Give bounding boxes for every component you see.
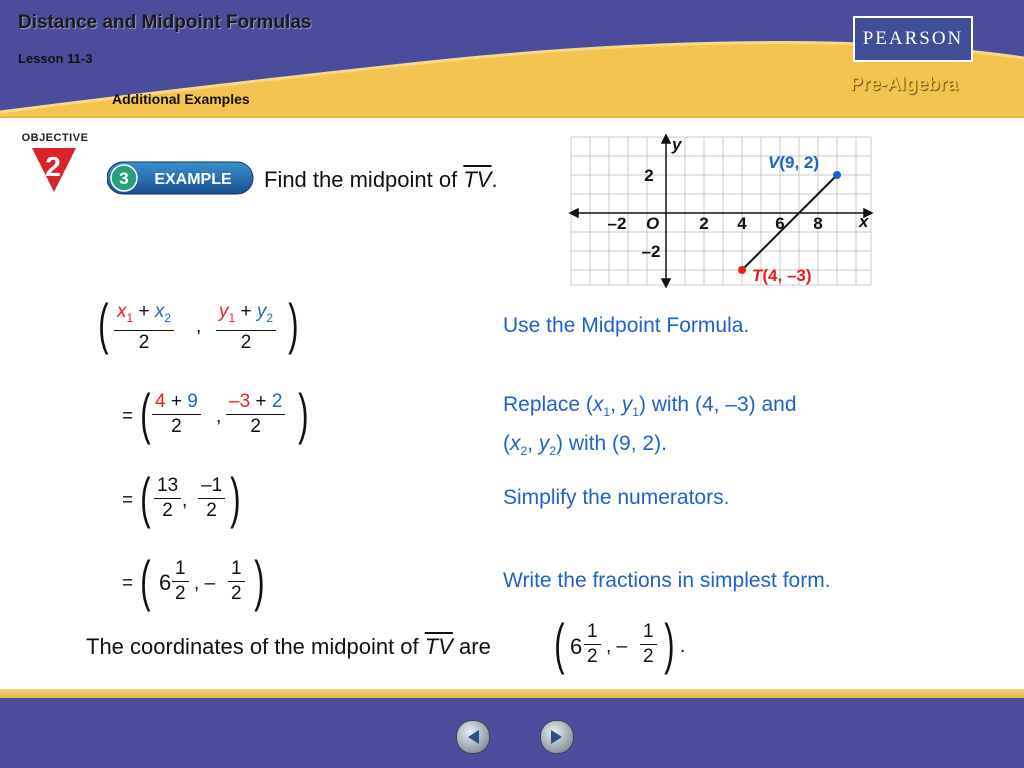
- prompt-end: .: [491, 167, 498, 192]
- x-tick-label: 4: [737, 214, 747, 233]
- fraction-1-2: 1 2: [640, 620, 657, 669]
- previous-slide-button[interactable]: [456, 720, 490, 754]
- conclusion-coordinates: ( 6 1 2 , – 1 2 ) .: [554, 612, 686, 675]
- point-t-label: T(4, –3): [752, 266, 812, 285]
- x-tick-label: 8: [813, 214, 823, 233]
- fraction-neg1-2: –1 2: [198, 474, 225, 523]
- step-4-explanation: Write the fractions in simplest form.: [503, 569, 831, 592]
- example-number: 3: [119, 169, 129, 188]
- origin-label: O: [646, 214, 660, 233]
- next-slide-button[interactable]: [540, 720, 574, 754]
- point-v: [833, 171, 841, 179]
- midpoint-formula: [98, 292, 310, 358]
- example-label: EXAMPLE: [154, 171, 232, 188]
- right-paren: ): [298, 382, 309, 445]
- step-2-expression: = ( 4 + 9 2 , –3 + 2 2 ): [122, 382, 309, 445]
- section-label: Additional Examples: [112, 91, 250, 107]
- publisher-logo: PEARSON: [853, 16, 973, 62]
- objective-triangle-icon: [18, 132, 92, 194]
- segment-name: $\overline{TV}$: [463, 167, 492, 192]
- graph-grid: [571, 137, 871, 285]
- left-paren: (: [554, 612, 565, 675]
- y-tick-label: 2: [644, 166, 654, 185]
- right-paren: ): [230, 466, 241, 529]
- left-paren: (: [140, 382, 151, 445]
- y-tick-label: –2: [641, 242, 661, 261]
- point-t: [738, 266, 746, 274]
- coordinate-graph: [568, 134, 874, 288]
- right-arrow-icon: [550, 729, 564, 745]
- point-v-label: V(9, 2): [768, 153, 820, 172]
- right-paren: ): [254, 549, 265, 612]
- segment-tv: [742, 175, 837, 270]
- objective-number: 2: [45, 151, 61, 182]
- x-axis-label: x: [859, 212, 869, 231]
- x-tick-label: 2: [699, 214, 709, 233]
- footer-divider: [0, 689, 1024, 698]
- left-paren: (: [140, 466, 151, 529]
- y-axis-label: y: [672, 135, 682, 154]
- fraction-1-2: 1 2: [584, 620, 601, 669]
- lesson-label: Lesson 11-3: [18, 51, 93, 66]
- x-tick-label: –2: [607, 214, 627, 233]
- left-paren: (: [98, 292, 109, 355]
- step-3-explanation: Simplify the numerators.: [503, 486, 730, 509]
- graph-axes: [570, 135, 872, 287]
- fraction-y-sum: –3 + 2 2: [226, 390, 285, 439]
- fraction-x: $x_1 + x_2$ 2: [114, 300, 174, 355]
- comma: ,: [196, 316, 202, 337]
- objective-label: OBJECTIVE: [21, 132, 89, 144]
- right-paren: ): [288, 292, 299, 355]
- step-4-expression: = ( 6 1 2 , – 1 2 ): [122, 549, 265, 612]
- left-paren: (: [140, 549, 151, 612]
- example-prompt: [264, 167, 498, 193]
- fraction-1-2: 1 2: [172, 557, 189, 606]
- deck-title: Distance and Midpoint Formulas: [18, 12, 312, 33]
- right-paren: ): [664, 612, 675, 675]
- step-3-expression: = ( 13 2 , –1 2 ): [122, 466, 241, 529]
- subject-title: Pre-Algebra: [850, 74, 958, 95]
- conclusion-text: The coordinates of the midpoint of $\overline{TV}$ are: [86, 634, 491, 659]
- slide-footer: [0, 689, 1024, 768]
- x-tick-label: 6: [775, 214, 785, 233]
- fraction-13-2: 13 2: [154, 474, 181, 523]
- step-2-explanation: Replace ($x_1$, $y_1$) with (4, –3) and ($x_2$, $y_2$) with (9, 2).: [503, 393, 797, 459]
- slide-header: [0, 0, 1024, 118]
- fraction-y: $y_1 + y_2$ 2: [216, 300, 276, 355]
- example-badge: [107, 161, 255, 195]
- fraction-x-sum: 4 + 9 2: [152, 390, 201, 439]
- fraction-1-2: 1 2: [228, 557, 245, 606]
- prompt-text: Find the midpoint of: [264, 167, 464, 192]
- left-arrow-icon: [466, 729, 480, 745]
- step-1-explanation: Use the Midpoint Formula.: [503, 314, 750, 337]
- objective-badge: [18, 132, 92, 194]
